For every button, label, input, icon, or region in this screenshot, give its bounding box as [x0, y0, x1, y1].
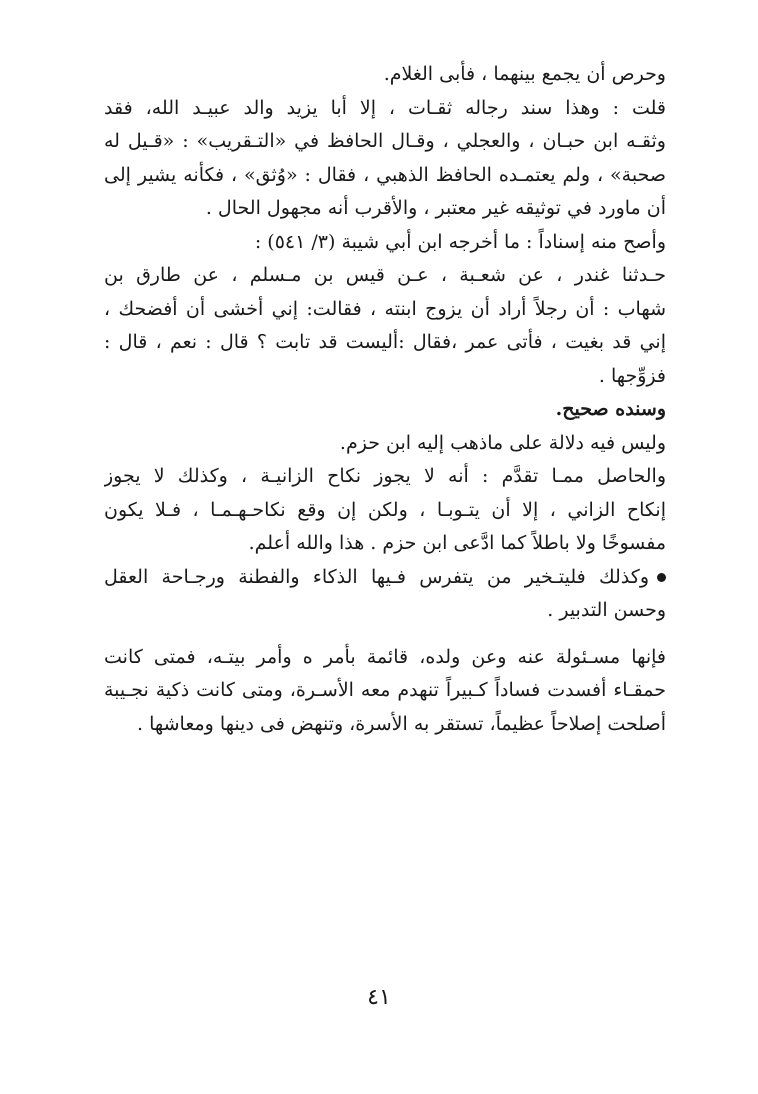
text-line: فزوِّجها . [598, 364, 666, 387]
text-line: قلت : وهذا سند رجاله ثقـات ، إلا أبا يزيد والد عبيـد الله، فقد [104, 96, 666, 119]
text-line: شهاب : أن رجلاً أراد أن يزوج ابنته ، فقالت: إني أخشى أن أفضحك ، [104, 297, 666, 320]
text-line: حمقـاء أفسدت فساداً كـبيراً تنهدم معه الأسـرة، ومتى كانت ذكية نجـيبة [104, 679, 666, 701]
text-line: وحسن التدبير . [547, 599, 666, 621]
text-line: وأصح منه إسناداً : ما أخرجه ابن أبي شيبة (٣/ ٥٤١) : [254, 230, 666, 253]
bullet-icon [657, 573, 666, 582]
page-number: ٤١ [367, 985, 391, 1010]
text-line: والحاصل ممـا تقدَّم : أنه لا يجوز نكاح الزانيـة ، وكذلك لا يجوز [104, 465, 666, 487]
bullet-paragraph-line [104, 561, 666, 595]
text-line: إنكاح الزاني ، إلا أن يتـوبـا ، ولكن إن وقع نكاحـهـمـا ، فـلا يكون [104, 498, 666, 521]
text-line: مفسوخًا ولا باطلاً كما ادَّعى ابن حزم . هذا والله أعلم. [248, 532, 666, 554]
text-line: وليس فيه دلالة على ماذهب إليه ابن حزم. [339, 431, 666, 454]
text-line: أن ماورد في توثيقه غير معتبر ، والأقرب أنه مجهول الحال . [205, 197, 666, 219]
text-line: وحرص أن يجمع بينهما ، فأبى الغلام. [383, 63, 666, 85]
text-line: أصلحت إصلاحاً عظيماً، تستقر به الأسرة، وتنهض فى دينها ومعاشها . [136, 712, 666, 735]
text-line: وكذلك فليتـخير من يتفرس فـيها الذكاء والفطنة ورجـاحة العقل [104, 565, 649, 588]
body-text [104, 58, 666, 741]
text-line: وثقـه ابن حبـان ، والعجلي ، وقـال الحافظ في «التـقريب» : «قـيل له [104, 130, 666, 152]
text-line: إني قد بغيت ، فأتى عمر ،فقال :أليست قد تابت ؟ قال : نعم ، قال : [104, 331, 666, 353]
text-line: حـدثنا غندر ، عن شعـبة ، عـن قيس بن مـسلم ، عن طارق بن [104, 264, 666, 286]
text-line: فإنها مسـئولة عنه وعن ولده، قائمة بأمر ه وأمر بيتـه، فمتى كانت [104, 645, 666, 668]
text-line-bold: وسنده صحيح. [555, 398, 666, 420]
text-line: صحبة» ، ولم يعتمـده الحافظ الذهبي ، فقال : «وُثق» ، فكأنه يشير إلى [104, 163, 666, 186]
